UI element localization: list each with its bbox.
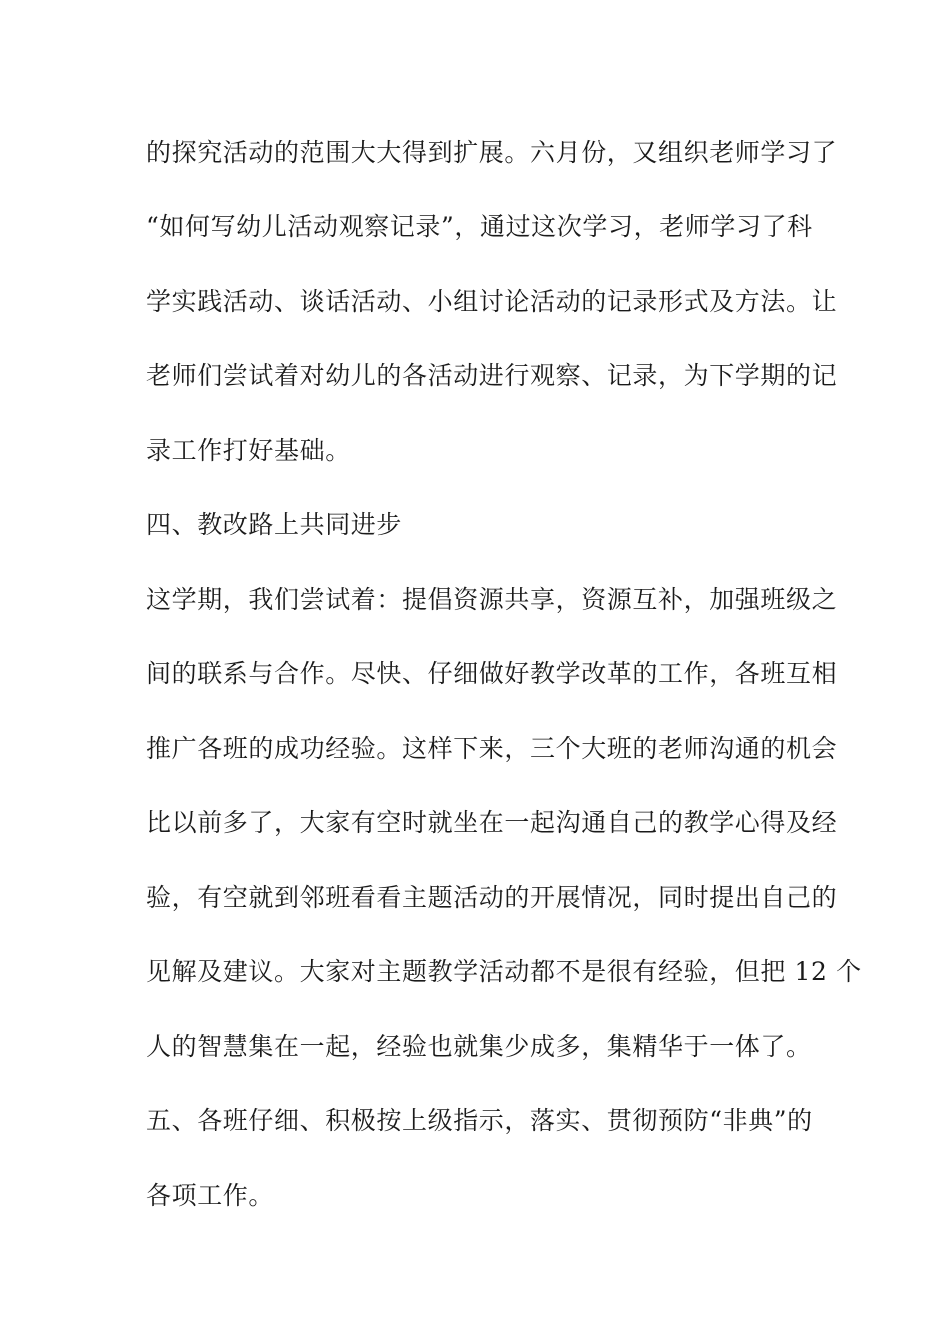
section-heading: 四、教改路上共同进步 [146, 510, 403, 539]
text-line: 见解及建议。大家对主题教学活动都不是很有经验，但把 12 个 [146, 957, 862, 986]
text-line: 学实践活动、谈话活动、小组讨论活动的记录形式及方法。让 [146, 287, 838, 316]
text-line: 间的联系与合作。尽快、仔细做好教学改革的工作，各班互相 [146, 659, 838, 688]
text-line: 各项工作。 [146, 1181, 275, 1210]
text-line: 推广各班的成功经验。这样下来，三个大班的老师沟通的机会 [146, 734, 838, 763]
text-line: 的探究活动的范围大大得到扩展。六月份，又组织老师学习了 [146, 138, 838, 167]
text-line: 录工作打好基础。 [146, 436, 351, 465]
text-line: “如何写幼儿活动观察记录”，通过这次学习，老师学习了科 [146, 212, 813, 241]
text-line: 验，有空就到邻班看看主题活动的开展情况，同时提出自己的 [146, 883, 838, 912]
text-line: 老师们尝试着对幼儿的各活动进行观察、记录，为下学期的记 [146, 361, 838, 390]
section-heading: 五、各班仔细、积极按上级指示，落实、贯彻预防“非典”的 [146, 1106, 813, 1135]
text-line: 这学期，我们尝试着：提倡资源共享，资源互补，加强班级之 [146, 585, 838, 614]
text-line: 人的智慧集在一起，经验也就集少成多，集精华于一体了。 [146, 1032, 812, 1061]
text-line: 比以前多了，大家有空时就坐在一起沟通自己的教学心得及经 [146, 808, 838, 837]
